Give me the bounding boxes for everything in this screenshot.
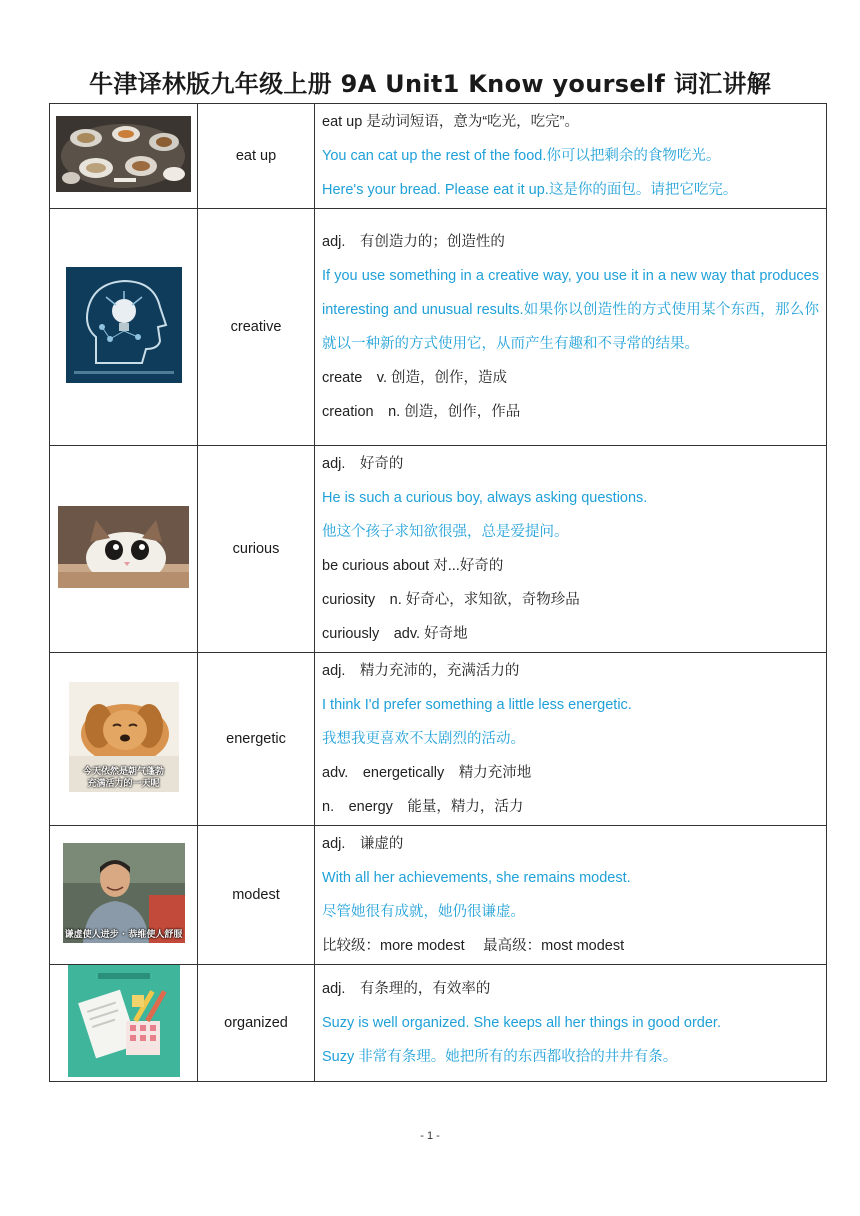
caption-line: 充满活力的一天呢 [87, 779, 160, 789]
definition-cell [315, 965, 827, 1082]
tired-dog-meme [69, 682, 179, 792]
meme-caption [69, 766, 179, 790]
vocab-word: energetic [198, 653, 315, 826]
definition-line: create v. 创造，创作，造成 [322, 370, 508, 386]
image-cell [50, 104, 198, 209]
definition-line: adj. 精力充沛的，充满活力的 [322, 663, 520, 679]
definition-line: adv. energetically 精力充沛地 [322, 765, 532, 781]
caption-line: 今天依然是朝气蓬勃 [82, 767, 164, 777]
vocab-word: modest [198, 826, 315, 965]
dinner-table-leftovers-photo [56, 116, 191, 192]
vocab-word: eat up [198, 104, 315, 209]
definition-line: adj. 有条理的，有效率的 [322, 981, 491, 997]
page-title: 牛津译林版九年级上册 9A Unit1 Know yourself 词汇讲解 [88, 70, 772, 98]
curious-cat-photo [58, 506, 189, 588]
example-sentence: Suzy is well organized. She keeps all her things in good order. [322, 1015, 721, 1031]
meme-caption [63, 929, 185, 941]
definition-line: adj. 好奇的 [322, 456, 404, 472]
page-number: - 1 - [420, 1130, 440, 1142]
example-sentence: If you use something in a creative way, you use it in a new way that produces interesting and unusual results.如果你以创造性的方式使用某个东西，那么你就以一种新的方式使用它，从而产生有趣和不寻常的结果。 [322, 268, 819, 352]
definition-line: eat up 是动词短语，意为“吃光，吃完”。 [322, 114, 579, 130]
example-sentence: Here's your bread. Please eat it up.这是你的面包。请把它吃完。 [322, 182, 738, 198]
creative-head-lightbulb-illustration [66, 267, 182, 383]
definition-cell [315, 446, 827, 653]
example-sentence: You can cat up the rest of the food.你可以把剩余的食物吃光。 [322, 148, 721, 164]
table-row [50, 446, 827, 653]
image-cell [50, 965, 198, 1082]
definition-line: creation n. 创造，创作，作品 [322, 404, 521, 420]
organized-desk-illustration [68, 965, 180, 1077]
table-row [50, 653, 827, 826]
example-sentence: With all her achievements, she remains modest. [322, 870, 631, 886]
table-row [50, 104, 827, 209]
definition-cell [315, 209, 827, 446]
caption-line: 谦虚使人进步 · 恭维使人舒服 [64, 930, 183, 940]
image-cell [50, 446, 198, 653]
example-translation: Suzy 非常有条理。她把所有的东西都收拾的井井有条。 [322, 1049, 678, 1065]
definition-line: adj. 有创造力的；创造性的 [322, 234, 505, 250]
table-row [50, 826, 827, 965]
definition-line: 比较级：more modest 最高级：most modest [322, 938, 625, 954]
example-sentence: I think I'd prefer something a little less energetic. [322, 697, 632, 713]
example-sentence: He is such a curious boy, always asking questions. [322, 490, 648, 506]
example-translation: 我想我更喜欢不太剧烈的活动。 [322, 731, 525, 747]
table-row [50, 965, 827, 1082]
definition-line: adj. 谦虚的 [322, 836, 404, 852]
definition-cell [315, 104, 827, 209]
table-row [50, 209, 827, 446]
example-translation: 尽管她很有成就，她仍很谦虚。 [322, 904, 525, 920]
vocab-word: curious [198, 446, 315, 653]
vocab-word: creative [198, 209, 315, 446]
smiling-man-photo [63, 843, 185, 943]
definition-line: curiously adv. 好奇地 [322, 626, 468, 642]
definition-line: curiosity n. 好奇心，求知欲，奇物珍品 [322, 592, 580, 608]
image-cell [50, 653, 198, 826]
vocab-word: organized [198, 965, 315, 1082]
definition-line: be curious about 对...好奇的 [322, 558, 504, 574]
image-cell [50, 826, 198, 965]
definition-cell [315, 826, 827, 965]
image-cell [50, 209, 198, 446]
definition-line: n. energy 能量，精力，活力 [322, 799, 524, 815]
definition-cell [315, 653, 827, 826]
vocabulary-table [49, 103, 827, 1082]
example-translation: 他这个孩子求知欲很强，总是爱提问。 [322, 524, 569, 540]
